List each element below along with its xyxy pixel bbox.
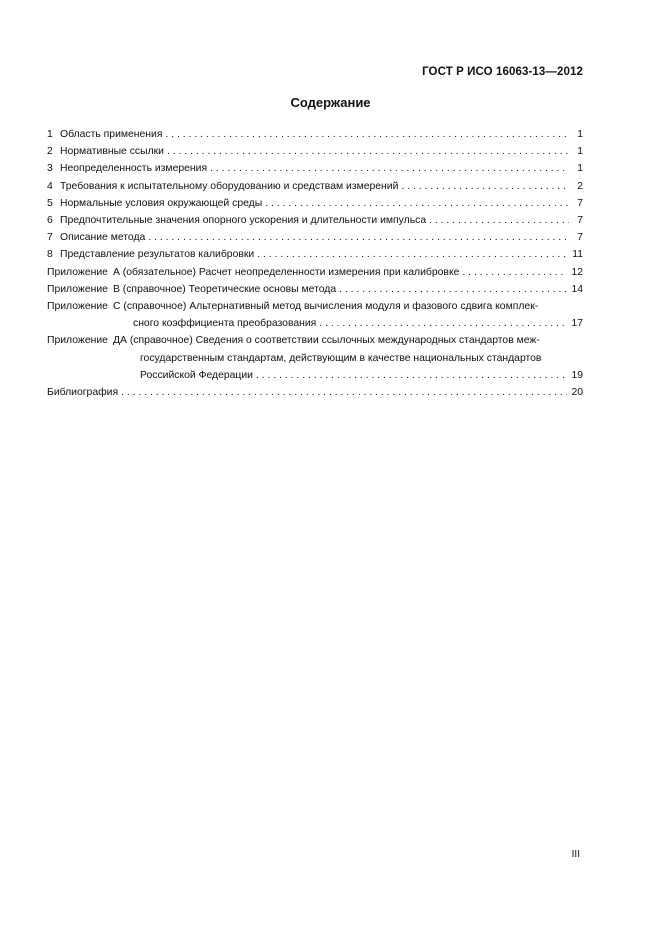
- toc-entry-label: Приложение В (справочное) Теоретические основы метода: [47, 283, 337, 295]
- dot-leader: [167, 143, 569, 160]
- dot-leader: [256, 367, 567, 384]
- toc-entry-label: 8 Представление результатов калибровки: [47, 249, 255, 261]
- toc-entry-7[interactable]: [47, 229, 583, 246]
- dot-leader: [165, 126, 569, 143]
- toc-entry-5[interactable]: [47, 195, 583, 212]
- toc-page-number: 11: [572, 249, 583, 261]
- toc-entry-label: 1 Область применения: [47, 129, 163, 140]
- toc-appendix-da[interactable]: [47, 332, 583, 384]
- toc-entry-label: Приложение А (обязательное) Расчет неопределенности измерения при калибровке: [47, 266, 460, 278]
- toc-entry-1[interactable]: [47, 126, 583, 143]
- dot-leader: [148, 229, 569, 246]
- toc-entry-4[interactable]: [47, 178, 583, 195]
- toc-entry-label: 2 Нормативные ссылки: [47, 146, 164, 158]
- dot-leader: [429, 212, 569, 229]
- dot-leader: [210, 160, 569, 177]
- toc-title: Содержание: [290, 95, 371, 110]
- toc-page-number: 1: [577, 163, 583, 175]
- dot-leader: [257, 246, 568, 263]
- toc-entry-2[interactable]: [47, 143, 583, 160]
- toc-page-number: 1: [577, 146, 583, 158]
- toc-page-number: 12: [571, 266, 583, 278]
- toc-page-number: 17: [571, 318, 583, 330]
- dot-leader: [265, 195, 569, 212]
- toc-entry-label: 4 Требования к испытательному оборудованию и средствам измерений: [47, 180, 399, 192]
- toc-entry-6[interactable]: [47, 212, 583, 229]
- toc-page-number: 19: [571, 369, 583, 381]
- toc-page-number: 20: [571, 387, 583, 399]
- toc-page-number: 1: [577, 129, 583, 140]
- toc-entry-label: Приложение С (справочное) Альтернативный метод вычисления модуля и фазового сдвига комплек-: [47, 301, 539, 313]
- toc-entry-label: 7 Описание метода: [47, 232, 146, 244]
- toc-page-number: 7: [577, 197, 583, 209]
- toc-entry-label: 5 Нормальные условия окружающей среды: [47, 197, 263, 209]
- dot-leader: [319, 315, 567, 332]
- dot-leader: [462, 264, 567, 281]
- toc-entry-label: Приложение ДА (справочное) Сведения о соответствии ссылочных международных стандартов меж-: [47, 335, 540, 347]
- page-number-footer: III: [571, 849, 580, 860]
- toc-page-number: 14: [571, 283, 583, 295]
- dot-leader: [121, 384, 567, 401]
- toc-entry-3[interactable]: [47, 160, 583, 177]
- toc-entry-label: 3 Неопределенность измерения: [47, 163, 208, 175]
- toc-page-number: 2: [577, 180, 583, 192]
- toc-appendix-a[interactable]: [47, 264, 583, 281]
- toc-entry-label: 6 Предпочтительные значения опорного ускорения и длительности импульса: [47, 215, 427, 227]
- toc-appendix-b[interactable]: [47, 281, 583, 298]
- dot-leader: [401, 178, 569, 195]
- toc-entry-label-cont: государственным стандартам, действующим в качестве национальных стандартов: [140, 352, 542, 364]
- table-of-contents: [47, 126, 583, 401]
- toc-entry-8[interactable]: [47, 246, 583, 263]
- dot-leader: [339, 281, 567, 298]
- toc-entry-label: Библиография: [47, 387, 119, 399]
- toc-page-number: 7: [577, 232, 583, 244]
- toc-entry-label-cont: сного коэффициента преобразования: [133, 318, 317, 330]
- standard-code: ГОСТ Р ИСО 16063-13—2012: [422, 66, 583, 78]
- toc-appendix-c[interactable]: [47, 298, 583, 332]
- toc-entry-label-cont: Российской Федерации: [140, 369, 253, 381]
- toc-page-number: 7: [577, 215, 583, 227]
- toc-bibliography[interactable]: [47, 384, 583, 401]
